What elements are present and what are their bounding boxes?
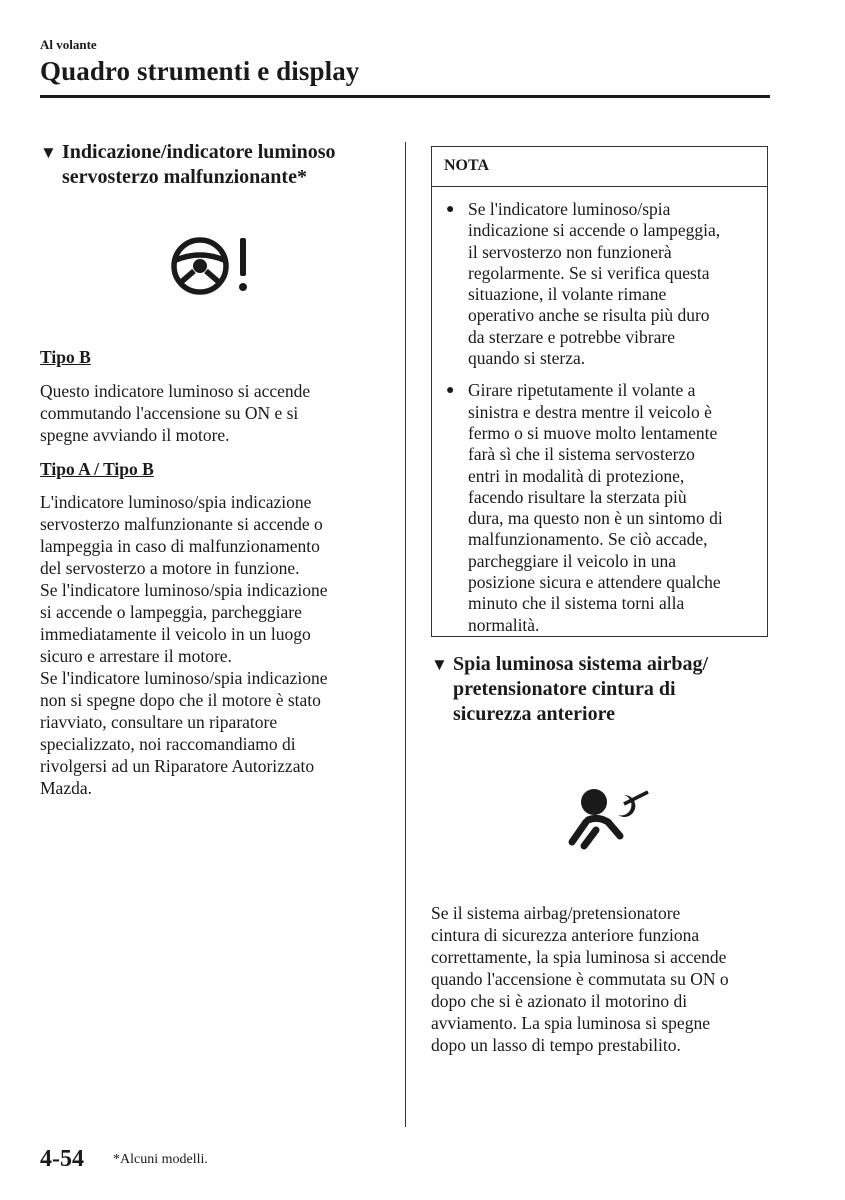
text-line: indicazione si accende o lampeggia, (468, 220, 721, 241)
nota-list (432, 187, 767, 636)
text-line: Mazda. (40, 778, 92, 798)
triangle-marker-icon: ▼ (40, 143, 57, 162)
bullet-icon: ● (446, 202, 455, 217)
text-line: situazione, il volante rimane (468, 284, 667, 305)
page-number: 4-54 (40, 1146, 84, 1172)
text-line: non si spegne dopo che il motore è stato (40, 690, 321, 710)
text-line: commutando l'accensione su ON e si (40, 403, 299, 423)
tipo-ab-paragraph (40, 491, 395, 799)
text-line: quando si sterza. (468, 348, 586, 369)
heading-line: Spia luminosa sistema airbag/ (453, 653, 709, 675)
nota-item (444, 199, 755, 369)
text-line: parcheggiare il veicolo in una (468, 550, 676, 571)
text-line: cintura di sicurezza anteriore funziona (431, 925, 700, 945)
text-line: da sterzare e potrebbe vibrare (468, 326, 675, 347)
text-line: farà sì che il sistema servosterzo (468, 444, 695, 465)
text-line: L'indicatore luminoso/spia indicazione (40, 492, 312, 512)
text-line: del servosterzo a motore in funzione. (40, 558, 300, 578)
nota-item (444, 380, 755, 636)
text-line: Se il sistema airbag/pretensionatore (431, 903, 681, 923)
text-line: Se l'indicatore luminoso/spia (468, 199, 671, 219)
text-line: avviamento. La spia luminosa si spegne (431, 1013, 710, 1033)
heading-line: sicurezza anteriore (453, 703, 615, 725)
airbag-heading (431, 652, 771, 727)
text-line: Questo indicatore luminoso si accende (40, 381, 311, 401)
text-line: Se l'indicatore luminoso/spia indicazione (40, 668, 328, 688)
power-steering-warning-icon (166, 234, 258, 296)
text-line: spegne avviando il motore. (40, 425, 230, 445)
tipo-b-paragraph (40, 380, 395, 446)
nota-box (431, 146, 768, 637)
text-line: minuto che il sistema torni alla (468, 593, 685, 614)
text-line: riavviato, consultare un riparatore (40, 712, 278, 732)
text-line: sicuro e arrestare il motore. (40, 646, 232, 666)
text-line: malfunzionamento. Se ciò accade, (468, 529, 708, 550)
airbag-paragraph (431, 902, 776, 1056)
triangle-marker-icon: ▼ (431, 655, 448, 674)
power-steering-heading (40, 140, 390, 190)
nota-title: NOTA (432, 147, 767, 187)
tipo-b-subhead: Tipo B (40, 347, 91, 367)
bullet-icon: ● (446, 383, 455, 399)
heading-line: pretensionatore cintura di (453, 678, 676, 700)
text-line: immediatamente il veicolo in un luogo (40, 624, 311, 644)
heading-line: Indicazione/indicatore luminoso (62, 141, 336, 163)
title-rule (40, 95, 770, 98)
tipo-ab-subhead: Tipo A / Tipo B (40, 459, 154, 479)
footnote: *Alcuni modelli. (113, 1152, 208, 1167)
text-line: il servosterzo non funzionerà (468, 241, 672, 262)
text-line: dopo un lasso di tempo prestabilito. (431, 1035, 681, 1055)
text-line: facendo risultare la sterzata più (468, 486, 687, 507)
page-title: Quadro strumenti e display (40, 56, 360, 86)
text-line: operativo anche se risulta più duro (468, 305, 710, 326)
text-line: regolarmente. Se si verifica questa (468, 262, 710, 283)
heading-line: servosterzo malfunzionante* (62, 166, 307, 188)
column-divider (405, 142, 406, 1127)
text-line: servosterzo malfunzionante si accende o (40, 514, 323, 534)
section-label: Al volante (40, 37, 97, 52)
text-line: si accende o lampeggia, parcheggiare (40, 602, 302, 622)
text-line: specializzato, noi raccomandiamo di (40, 734, 296, 754)
text-line: posizione sicura e attendere qualche (468, 572, 721, 593)
text-line: fermo o si muove molto lentamente (468, 422, 718, 443)
text-line: quando l'accensione è commutata su ON o (431, 969, 729, 989)
text-line: sinistra e destra mentre il veicolo è (468, 401, 712, 422)
text-line: entri in modalità di protezione, (468, 465, 685, 486)
text-line: dopo che si è azionato il motorino di (431, 991, 688, 1011)
text-line: normalità. (468, 614, 540, 635)
airbag-warning-icon (564, 782, 650, 852)
text-line: dura, ma questo non è un sintomo di (468, 508, 723, 529)
text-line: Se l'indicatore luminoso/spia indicazione (40, 580, 328, 600)
text-line: rivolgersi ad un Riparatore Autorizzato (40, 756, 315, 776)
text-line: correttamente, la spia luminosa si accende (431, 947, 727, 967)
text-line: Girare ripetutamente il volante a (468, 380, 696, 401)
text-line: lampeggia in caso di malfunzionamento (40, 536, 320, 556)
